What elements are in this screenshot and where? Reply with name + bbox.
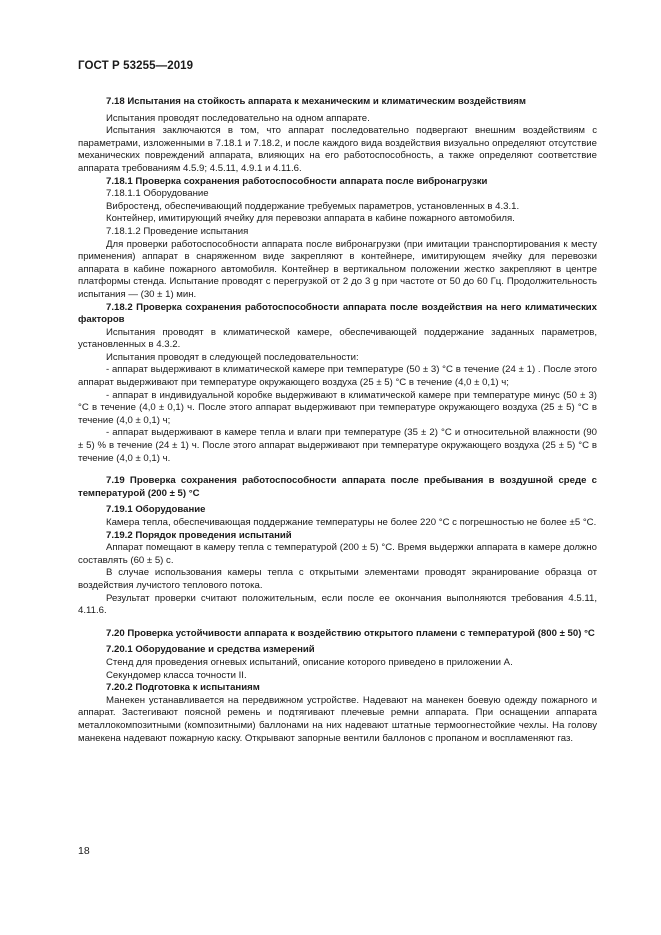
page-number: 18	[78, 845, 90, 857]
paragraph: Испытания заключаются в том, что аппарат последовательно подвергают внешним воздействиям с параметрами, изложенными в 7.18.1 и 7.18.2, и после каждого вида воздействия визуально определяют отсутствие механических повреждений аппарата, влияющих на его работоспособность, а также определяют соответствие аппарата требованиям 4.5.9; 4.5.11, 4.9.1 и 4.11.6.	[78, 125, 597, 174]
subsection-heading: 7.18.2 Проверка сохранения работоспособности аппарата после воздействия на него климатических факторов	[78, 301, 597, 326]
paragraph: Камера тепла, обеспечивающая поддержание температуры не более 220 °С с погрешностью не более ±5 °С.	[106, 517, 597, 528]
subsection-heading: 7.20.2 Подготовка к испытаниям	[106, 682, 260, 694]
paragraph: Вибростенд, обеспечивающий поддержание требуемых параметров, установленных в 4.3.1.	[106, 200, 520, 212]
paragraph: Стенд для проведения огневых испытаний, описание которого приведено в приложении А.	[106, 656, 513, 668]
subsection-heading: 7.19.2 Порядок проведения испытаний	[106, 529, 292, 541]
paragraph: В случае использования камеры тепла с открытыми элементами проводят экранирование образца от воздействия лучистого теплового потока.	[78, 567, 597, 591]
list-item: - аппарат выдерживают в камере тепла и влаги при температуре (35 ± 2) °С и относительной влажности (90 ± 5) % в течение (24 ± 1) ч. После этого аппарат выдерживают при температуре окружающего воздуха (25 ± 5) °С в течение (4,0 ± 0,1) ч.	[78, 427, 597, 464]
standard-header: ГОСТ Р 53255—2019	[78, 60, 194, 72]
subsection-heading: 7.20.1 Оборудование и средства измерений	[106, 644, 315, 656]
subsection-heading: 7.19.1 Оборудование	[106, 504, 206, 516]
section-heading: 7.19 Проверка сохранения работоспособности аппарата после пребывания в воздушной среде с температурой (200 ± 5) °С	[78, 475, 597, 499]
paragraph: Контейнер, имитирующий ячейку для перевозки аппарата в кабине пожарного автомобиля.	[106, 213, 515, 225]
subsubsection-heading: 7.18.1.1 Оборудование	[106, 188, 209, 200]
section-heading: 7.18 Испытания на стойкость аппарата к механическим и климатическим воздействиям	[106, 96, 526, 107]
subsubsection-heading: 7.18.1.2 Проведение испытания	[106, 225, 249, 237]
paragraph: Испытания проводят в следующей последовательности:	[106, 351, 359, 363]
paragraph: Результат проверки считают положительным, если после ее окончания выполняются требования 4.5.11, 4.11.6.	[78, 592, 597, 617]
paragraph: Аппарат помещают в камеру тепла с температурой (200 ± 5) °С. Время выдержки аппарата в камере должно составлять (60 ± 5) с.	[78, 542, 597, 566]
paragraph: Манекен устанавливается на передвижном устройстве. Надевают на манекен боевую одежду пожарного и аппарат. Застегивают поясной ремень и подтягивают плечевые ремни аппарата. При оснащении аппарата металлокомпозитными (композитными) баллонами на них надевают штатные термоогнестойкие чехлы. На голову манекена надевают пожарную каску. Открывают запорные вентили баллонов с пропаном и воспламеняют газ.	[78, 694, 597, 744]
subsection-heading: 7.18.1 Проверка сохранения работоспособности аппарата после вибронагрузки	[106, 175, 488, 187]
list-item: - аппарат выдерживают в климатической камере при температуре (50 ± 3) °С в течение (24 ± 1) . После этого аппарат выдерживают при температуре окружающего воздуха (25 ± 5) °С в течение (4,0 ± 0,1) ч;	[78, 364, 597, 389]
paragraph: Секундомер класса точности II.	[106, 669, 247, 681]
list-item: - аппарат в индивидуальной коробке выдерживают в климатической камере при температуре минус (50 ± 3) °С в течение (4,0 ± 0,1) ч. После этого аппарат выдерживают при температуре окружающего воздуха (25 ± 5) °С в течение (4,0 ± 0,1) ч;	[78, 389, 597, 426]
document-body	[78, 96, 597, 745]
section-heading: 7.20 Проверка устойчивости аппарата к воздействию открытого пламени с температурой (800 ± 50) °С	[106, 627, 595, 639]
paragraph: Испытания проводят последовательно на одном аппарате.	[106, 112, 370, 124]
paragraph: Для проверки работоспособности аппарата после вибронагрузки (при имитации транспортирования к месту применения) аппарат в снаряженном виде закрепляют в контейнере, имитирующем ячейку для перевозки аппарата в кабине пожарного автомобиля. Контейнер в вертикальном положении жестко закрепляют в центре платформы стенда. Испытание проводят с перегрузкой от 2 до 3 g при частоте от 50 до 60 Гц. Продолжительность испытания — (30 ± 1) мин.	[78, 238, 597, 300]
paragraph: Испытания проводят в климатической камере, обеспечивающей поддержание заданных параметров, установленных в 4.3.2.	[78, 326, 597, 351]
